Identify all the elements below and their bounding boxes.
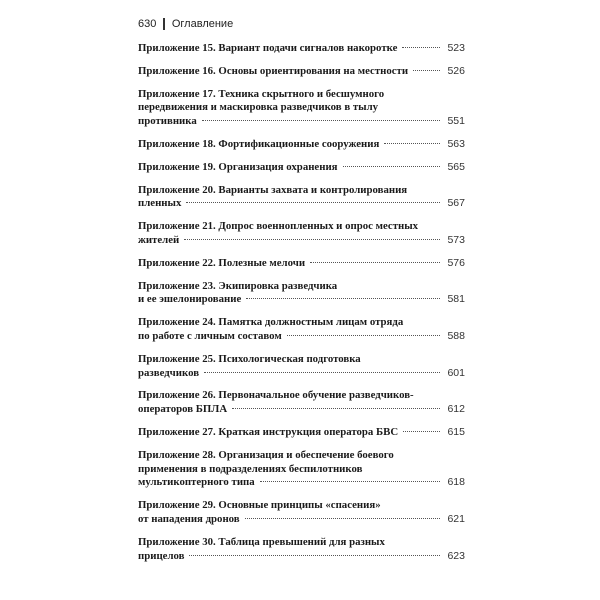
- toc-entry-title: Приложение 28. Организация и обеспечение боевого: [138, 448, 394, 461]
- toc-page-number: 588: [447, 329, 465, 342]
- running-header: [138, 18, 233, 30]
- toc-entry-title: Приложение 24. Памятка должностным лицам отряда: [138, 316, 404, 329]
- toc-entry-title: Приложение 16. Основы ориентирования на местности: [138, 64, 409, 77]
- dot-leader: [287, 334, 440, 336]
- toc-entry-line: [138, 42, 465, 56]
- toc-entry-title: Приложение 23. Экипировка разведчика: [138, 279, 338, 292]
- dot-leader: [202, 119, 440, 121]
- dot-leader: [245, 517, 440, 519]
- dot-leader: [403, 430, 440, 432]
- toc-entry-line: [138, 513, 465, 527]
- toc-entry: [138, 280, 465, 308]
- toc-entry-title: Приложение 17. Техника скрытного и бесшумного: [138, 87, 385, 100]
- toc-entry: [138, 426, 465, 440]
- toc-entry-line: [138, 184, 465, 198]
- toc-page-number: 615: [447, 425, 465, 438]
- dot-leader: [384, 142, 440, 144]
- toc-page-number: 565: [447, 160, 465, 173]
- dot-leader: [186, 201, 440, 203]
- toc-page-number: 563: [447, 137, 465, 150]
- toc-entry-line: [138, 280, 465, 294]
- toc-entry-title: Приложение 21. Допрос военнопленных и опрос местных: [138, 220, 419, 233]
- toc-entry-title: противника: [138, 115, 197, 128]
- toc-entry-title: Приложение 19. Организация охранения: [138, 160, 338, 173]
- toc-entry-line: [138, 293, 465, 307]
- dot-leader: [310, 261, 440, 263]
- toc-entry-line: [138, 550, 465, 564]
- toc-page-number: 601: [447, 366, 465, 379]
- dot-leader: [184, 238, 440, 240]
- toc-entry-title: прицелов: [138, 549, 185, 562]
- toc-entry-title: от нападения дронов: [138, 512, 240, 525]
- toc-entry-title: Приложение 29. Основные принципы «спасения»: [138, 499, 381, 512]
- toc-entry: [138, 449, 465, 490]
- toc-entry: [138, 65, 465, 79]
- toc-entry-title: применения в подразделениях беспилотников: [138, 462, 363, 475]
- toc-entry-title: Приложение 25. Психологическая подготовка: [138, 352, 361, 365]
- toc-entry-title: Приложение 15. Вариант подачи сигналов накоротке: [138, 42, 398, 54]
- toc-page-number: 621: [447, 512, 465, 525]
- toc-entry-title: Приложение 27. Краткая инструкция оператора БВС: [138, 425, 399, 438]
- toc-entry-line: [138, 115, 465, 129]
- toc-entry-line: [138, 138, 465, 152]
- toc-entry-line: [138, 449, 465, 463]
- toc-entry-line: [138, 536, 465, 550]
- toc-entry-line: [138, 476, 465, 490]
- toc-entry-title: Приложение 20. Варианты захвата и контролирования: [138, 183, 408, 196]
- toc-entry-line: [138, 499, 465, 513]
- dot-leader: [402, 46, 440, 48]
- toc-page-number: 523: [447, 42, 465, 54]
- toc-entry-line: [138, 389, 465, 403]
- toc-entry-title: разведчиков: [138, 366, 200, 379]
- toc-page-number: 576: [447, 256, 465, 269]
- toc-page-number: 623: [447, 549, 465, 562]
- toc-entry-title: операторов БПЛА: [138, 403, 228, 416]
- toc-page-number: 526: [447, 64, 465, 77]
- section-title: Оглавление: [171, 18, 234, 30]
- toc-entry-line: [138, 367, 465, 381]
- toc-page-number: 581: [447, 293, 465, 306]
- dot-leader: [343, 165, 440, 167]
- toc-entry-line: [138, 88, 465, 102]
- toc-entry-line: [138, 234, 465, 248]
- toc-entry-title: и ее эшелонирование: [138, 293, 242, 306]
- toc-entry: [138, 161, 465, 175]
- toc-entry-line: [138, 403, 465, 417]
- toc-entry: [138, 220, 465, 248]
- toc-entry-line: [138, 161, 465, 175]
- toc-entry: [138, 257, 465, 271]
- toc-entry: [138, 499, 465, 527]
- toc-page-number: 612: [447, 403, 465, 416]
- toc-entry: [138, 389, 465, 417]
- toc-entry: [138, 353, 465, 381]
- dot-leader: [189, 554, 440, 556]
- dot-leader: [413, 69, 440, 71]
- dot-leader: [260, 480, 440, 482]
- toc-entry-title: по работе с личным составом: [138, 329, 282, 342]
- dot-leader: [246, 297, 440, 299]
- toc-entry-title: Приложение 18. Фортификационные сооружения: [138, 137, 380, 150]
- page-number: 630: [138, 18, 157, 30]
- toc-entry-line: [138, 330, 465, 344]
- dot-leader: [204, 371, 440, 373]
- toc-entry: [138, 138, 465, 152]
- toc-page-number: 567: [447, 197, 465, 210]
- table-of-contents: [138, 42, 465, 572]
- toc-entry-line: [138, 220, 465, 234]
- toc-page-number: 551: [447, 115, 465, 128]
- toc-page-number: 573: [447, 233, 465, 246]
- toc-entry: [138, 88, 465, 129]
- toc-entry-title: пленных: [138, 197, 182, 210]
- toc-entry: [138, 42, 465, 56]
- toc-entry: [138, 184, 465, 212]
- toc-entry-line: [138, 257, 465, 271]
- toc-entry-line: [138, 101, 465, 115]
- toc-page-number: 618: [447, 476, 465, 489]
- toc-entry-line: [138, 65, 465, 79]
- header-divider: [163, 18, 165, 30]
- toc-entry-title: мультикоптерного типа: [138, 476, 255, 489]
- toc-entry-line: [138, 426, 465, 440]
- toc-entry-title: передвижения и маскировка разведчиков в тылу: [138, 101, 379, 114]
- toc-entry-line: [138, 197, 465, 211]
- toc-entry: [138, 536, 465, 564]
- toc-entry-title: Приложение 22. Полезные мелочи: [138, 256, 306, 269]
- toc-entry-title: жителей: [138, 233, 180, 246]
- toc-entry-title: Приложение 30. Таблица превышений для разных: [138, 535, 385, 548]
- toc-entry: [138, 316, 465, 344]
- toc-entry-title: Приложение 26. Первоначальное обучение разведчиков-: [138, 389, 414, 402]
- dot-leader: [232, 407, 440, 409]
- toc-entry-line: [138, 463, 465, 477]
- toc-entry-line: [138, 353, 465, 367]
- toc-entry-line: [138, 316, 465, 330]
